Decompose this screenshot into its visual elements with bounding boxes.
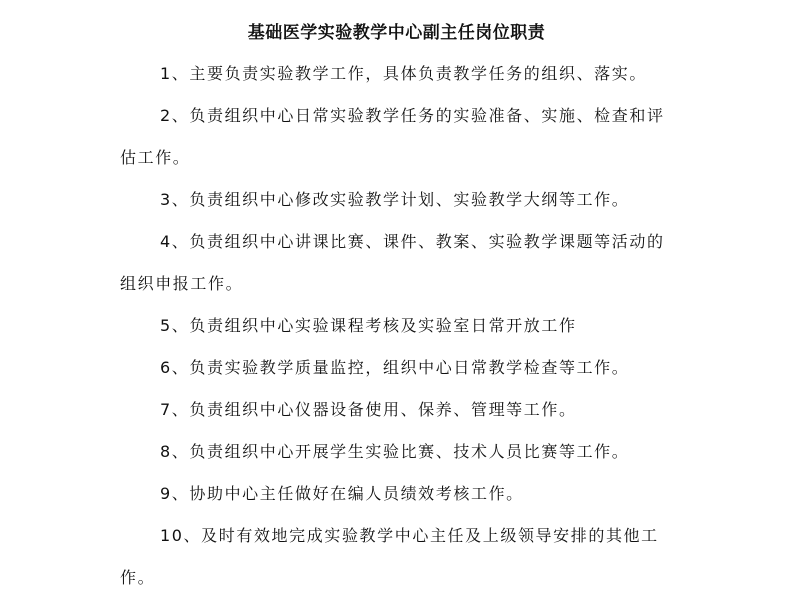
duty-item-4: 4、负责组织中心讲课比赛、课件、教案、实验教学课题等活动的组织申报工作。 bbox=[120, 232, 665, 293]
duty-item-1: 1、主要负责实验教学工作，具体负责教学任务的组织、落实。 bbox=[160, 64, 647, 83]
duty-item-6: 6、负责实验教学质量监控，组织中心日常教学检查等工作。 bbox=[160, 358, 630, 377]
duty-item-9: 9、协助中心主任做好在编人员绩效考核工作。 bbox=[160, 484, 524, 503]
duty-item-10: 10、及时有效地完成实验教学中心主任及上级领导安排的其他工作。 bbox=[120, 526, 659, 587]
duty-item-7: 7、负责组织中心仪器设备使用、保养、管理等工作。 bbox=[160, 400, 577, 419]
duty-item-2: 2、负责组织中心日常实验教学任务的实验准备、实施、检查和评估工作。 bbox=[120, 106, 665, 167]
duty-item-3: 3、负责组织中心修改实验教学计划、实验教学大纲等工作。 bbox=[160, 190, 630, 209]
duty-item-5: 5、负责组织中心实验课程考核及实验室日常开放工作 bbox=[160, 316, 577, 335]
duty-item-8: 8、负责组织中心开展学生实验比赛、技术人员比赛等工作。 bbox=[160, 442, 630, 461]
document-title: 基础医学实验教学中心副主任岗位职责 bbox=[247, 23, 546, 43]
